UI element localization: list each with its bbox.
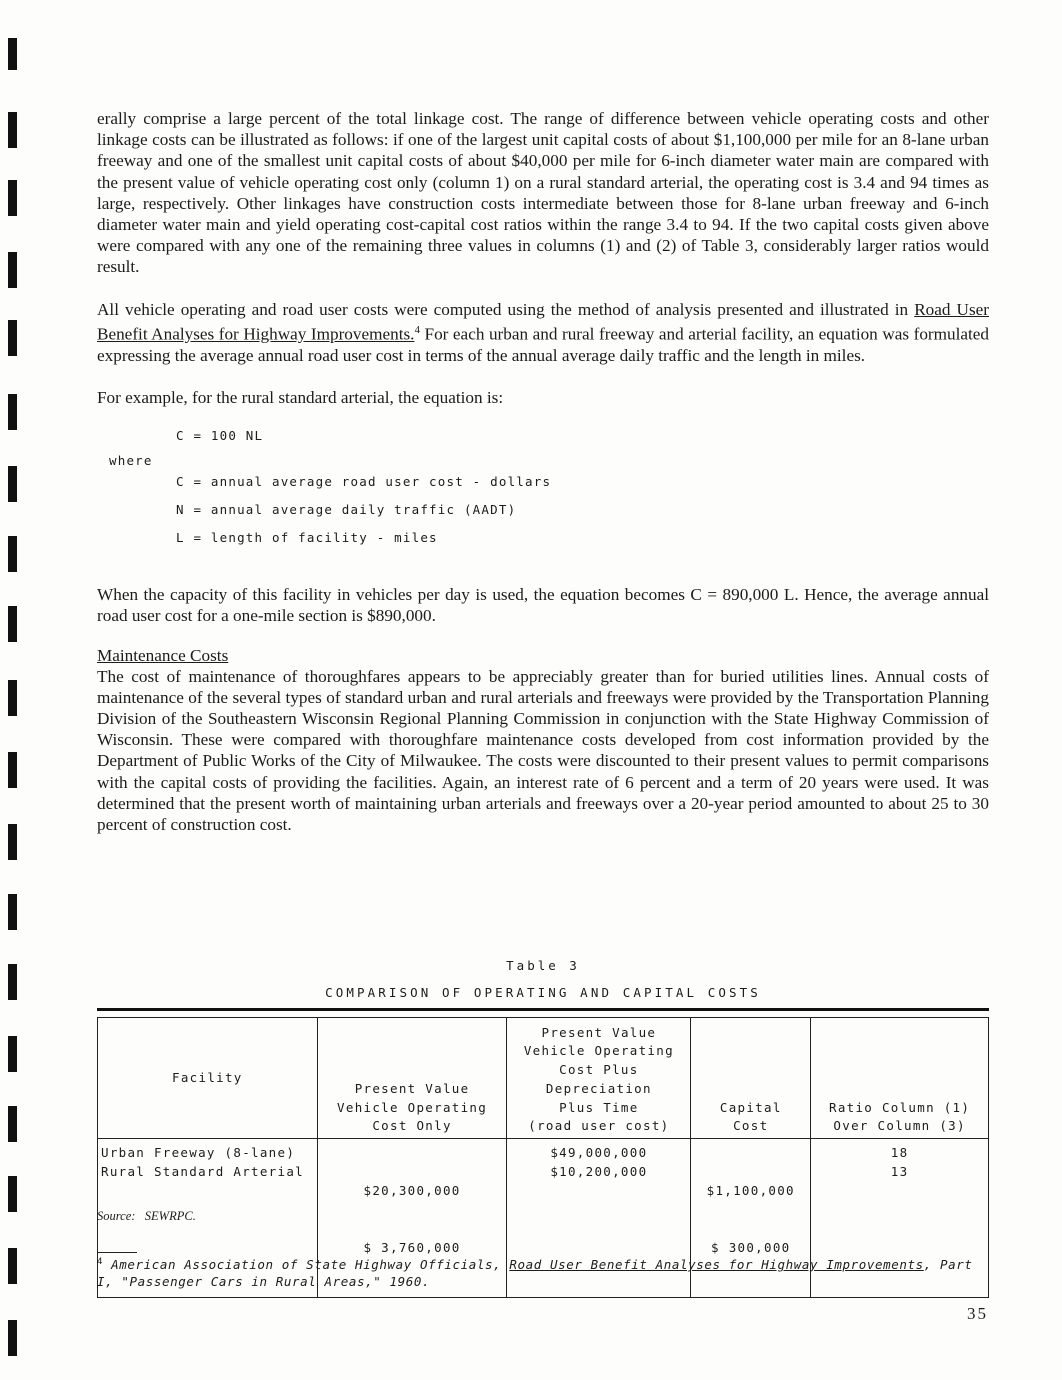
header-line: Present Value	[354, 1080, 470, 1096]
table-top-rule	[97, 1008, 989, 1011]
binding-mark	[8, 680, 17, 716]
paragraph-operating-vs-linkage: erally comprise a large percent of the total linkage cost. The range of difference between vehicle operating costs and other linkage costs can be illustrated as follows: if one of the largest unit capital costs of about $1,100,000 per mile for an 8-lane urban freeway and one of the smallest unit capital costs of about $40,000 per mile for 6-inch diameter water main are compared with the present value of vehicle operating cost only (column 1) on a rural standard arterial, the operating cost is 3.4 and 94 times as large, respectively. Other linkages have construction costs intermediate between those for 8-lane urban freeway and 6-inch diameter water main and yield operating cost-capital cost ratios within the range 3.4 to 94. If the two capital costs given above were compared with any one of the remaining three values in columns (1) and (2) of Table 3, considerably larger ratios would result.	[97, 109, 989, 277]
binding-mark	[8, 180, 17, 216]
binding-mark	[8, 112, 17, 148]
footnote	[97, 1254, 989, 1290]
header-line: Ratio Column (1)	[829, 1099, 971, 1115]
paragraph-road-user-costs	[97, 299, 989, 366]
rural-arterial-col2: $10,200,000	[550, 1164, 648, 1179]
footnote-rule	[97, 1252, 137, 1253]
header-facility-label: Facility	[172, 1069, 243, 1085]
header-col4	[811, 1018, 989, 1139]
binding-mark	[8, 964, 17, 1000]
binding-mark	[8, 1320, 17, 1356]
table-header-row	[98, 1018, 989, 1139]
footnote-marker: 4	[414, 323, 420, 336]
footnote-rest: , Part I, "Passenger Cars in Rural Areas," 1960.	[97, 1257, 973, 1290]
header-line: Vehicle Operating	[523, 1043, 674, 1059]
header-col3	[691, 1018, 811, 1139]
header-line: Cost Plus	[559, 1062, 639, 1078]
header-line: Depreciation	[545, 1080, 652, 1096]
header-line: Over Column (3)	[833, 1118, 966, 1134]
equation-block	[97, 408, 989, 584]
page-number: 35	[967, 1304, 988, 1323]
equation-where: where	[109, 453, 153, 469]
urban-freeway-col3: $1,100,000	[706, 1183, 795, 1198]
page-content	[97, 108, 989, 835]
paragraph-maintenance: The cost of maintenance of thoroughfares appears to be appreciably greater than for buried utilities lines. Annual costs of maintenance of the several types of standard urban and rural arterials and freeways were provided by the Transportation Planning Division of the Southeastern Wisconsin Regional Planning Commission in conjunction with the State Highway Commission of Wisconsin. These were compared with thoroughfare maintenance costs developed from cost information provided by the Department of Public Works of the City of Milwaukee. The costs were discounted to their present values to permit comparisons with the capital costs of providing the facilities. Again, an interest rate of 6 percent and a term of 20 years were used. It was determined that the present worth of maintaining urban arterials and freeways over a 20-year period amounted to about 25 to 30 percent of construction cost.	[97, 666, 989, 834]
table-section	[97, 958, 989, 1378]
header-line: Cost	[733, 1118, 769, 1134]
binding-mark	[8, 1036, 17, 1072]
binding-mark	[8, 38, 17, 70]
urban-freeway-col2: $49,000,000	[550, 1145, 648, 1160]
binding-mark	[8, 1176, 17, 1212]
table-source: Source: SEWRPC.	[97, 1209, 196, 1223]
binding-mark	[8, 752, 17, 788]
binding-mark	[8, 536, 17, 572]
rural-arterial-col1: $ 3,760,000	[363, 1240, 461, 1255]
urban-freeway-col1: $20,300,000	[363, 1183, 461, 1198]
binding-mark	[8, 894, 17, 930]
binding-mark	[8, 824, 17, 860]
table-label: Table 3	[506, 958, 580, 973]
paragraph-text: For each urban and rural freeway and arterial facility, an equation was formulated expressing the average annual road user cost in terms of the annual average daily traffic and the length in miles.	[97, 324, 990, 365]
binding-mark	[8, 252, 17, 288]
header-line: (road user cost)	[528, 1118, 670, 1134]
rural-arterial-col4: 13	[890, 1164, 909, 1179]
header-col2	[507, 1018, 691, 1139]
header-col1	[317, 1018, 507, 1139]
header-line: Plus Time	[559, 1099, 639, 1115]
binding-mark	[8, 606, 17, 642]
binding-mark	[8, 394, 17, 430]
table-row-rural-arterial-facility: Rural Standard Arterial	[101, 1164, 304, 1179]
binding-mark	[8, 466, 17, 502]
header-line: Vehicle Operating	[337, 1099, 488, 1115]
table-title: COMPARISON OF OPERATING AND CAPITAL COSTS	[325, 985, 761, 1000]
footnote-org: American Association of State Highway Officials,	[111, 1257, 510, 1273]
urban-freeway-col4: 18	[890, 1145, 909, 1160]
section-heading-maintenance: Maintenance Costs	[97, 645, 229, 665]
paragraph-example: For example, for the rural standard arterial, the equation is:	[97, 387, 504, 407]
header-line: Present Value	[541, 1024, 657, 1040]
table-row-urban-freeway-facility: Urban Freeway (8-lane)	[101, 1145, 296, 1160]
equation-def-n: N = annual average daily traffic (AADT)	[176, 502, 517, 518]
binding-mark	[8, 320, 17, 356]
footnote-title: Road User Benefit Analyses for Highway Improvements	[509, 1257, 924, 1273]
paragraph-capacity: When the capacity of this facility in vehicles per day is used, the equation becomes C = 890,000 L. Hence, the average annual road user cost for a one-mile section is $890,000.	[97, 585, 989, 626]
binding-mark	[8, 1248, 17, 1284]
header-line: Capital	[719, 1099, 782, 1115]
header-facility	[98, 1018, 318, 1139]
paragraph-text: All vehicle operating and road user costs were computed using the method of analysis presented and illustrated in	[97, 299, 915, 319]
reference-title: Road User Benefit Analyses for Highway Improvements.	[97, 299, 990, 344]
binding-mark	[8, 1106, 17, 1142]
header-line: Cost Only	[372, 1118, 452, 1134]
rural-arterial-col3: $ 300,000	[711, 1240, 791, 1255]
equation-main: C = 100 NL	[176, 428, 264, 444]
equation-def-c: C = annual average road user cost - dollars	[176, 474, 552, 490]
equation-def-l: L = length of facility - miles	[176, 530, 438, 546]
footnote-number: 4	[97, 1257, 104, 1267]
